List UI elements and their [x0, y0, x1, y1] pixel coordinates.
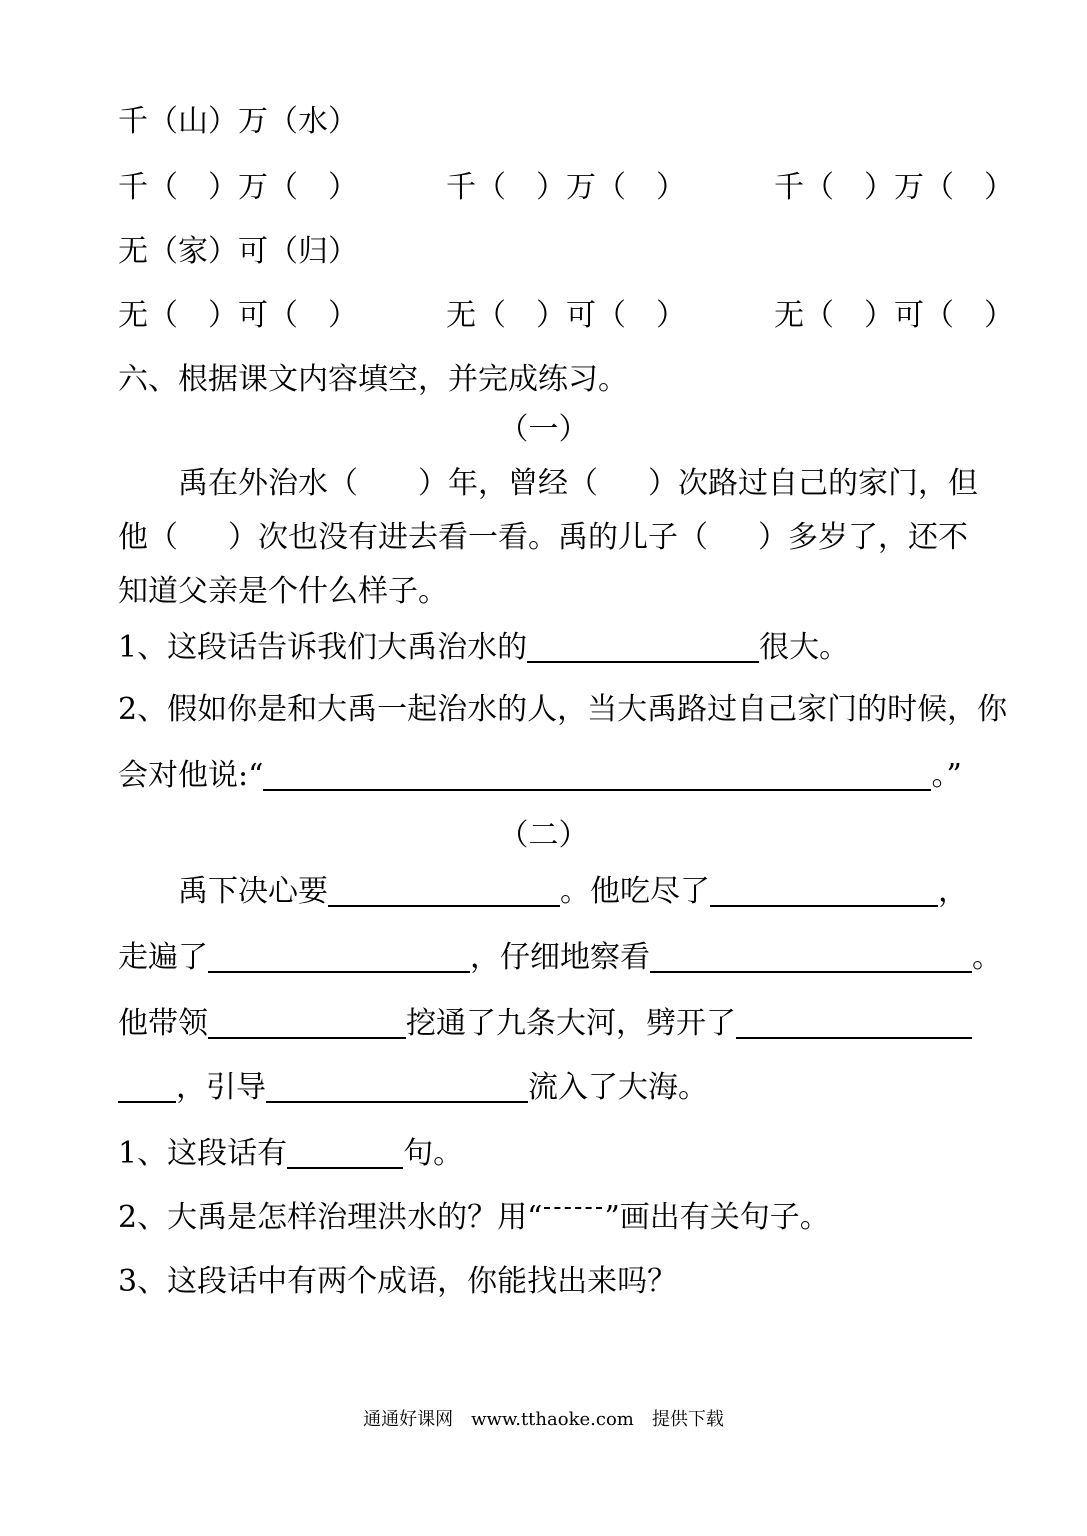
blank-guided[interactable] — [266, 1073, 528, 1103]
part-1-para-line-1: 禹在外治水（ ）年，曾经（ ）次路过自己的家门，但 — [178, 466, 978, 501]
part-2-label: （二） — [498, 818, 589, 853]
section-6-heading: 六、根据课文内容填空，并完成练习。 — [118, 362, 628, 397]
part-1-question-2-answer: 会对他说:“ 。” — [118, 758, 962, 793]
part-1-label: （一） — [498, 412, 589, 447]
blank-determined[interactable] — [328, 877, 560, 907]
part-1-para-line-3: 知道父亲是个什么样子。 — [118, 574, 448, 609]
idiom-blank-1-1[interactable]: 千（ ）万（ ） — [118, 170, 358, 205]
answer-line-q2[interactable] — [263, 761, 931, 791]
part-2-line-3: 他带领 挖通了九条大河，劈开了 — [118, 1006, 972, 1042]
answer-line-q1[interactable] — [527, 633, 759, 663]
part-2-question-3: 3、这段话中有两个成语，你能找出来吗？ — [118, 1264, 678, 1299]
part-1-question-1: 1、这段话告诉我们大禹治水的 很大。 — [118, 630, 850, 665]
idiom-row-2 — [118, 298, 1014, 334]
part-2-line-4: ，引导 流入了大海。 — [118, 1070, 708, 1106]
idiom-row-1 — [118, 170, 1014, 206]
part-2-line-1: 禹下决心要 。他吃尽了 ， — [178, 874, 968, 909]
part-1-question-2: 2、假如你是和大禹一起治水的人，当大禹路过自己家门的时候，你 — [118, 692, 1008, 727]
blank-inspected[interactable] — [650, 943, 972, 973]
part-2-question-1: 1、这段话有 句。 — [118, 1136, 464, 1171]
idiom-blank-2-1[interactable]: 无（ ）可（ ） — [118, 298, 358, 333]
idiom-example-1: 千（山）万（水） — [118, 104, 358, 139]
idiom-blank-1-2[interactable]: 千（ ）万（ ） — [446, 170, 686, 205]
blank-split-open-cont[interactable] — [118, 1073, 176, 1103]
wavy-line-sample — [544, 1207, 602, 1209]
idiom-example-2: 无（家）可（归） — [118, 234, 358, 269]
blank-split-open[interactable] — [736, 1009, 972, 1039]
part-2-question-2: 2、大禹是怎样治理洪水的？用“ ”画出有关句子。 — [118, 1200, 830, 1235]
part-2-line-2: 走遍了 ，仔细地察看 。 — [118, 940, 1002, 975]
idiom-blank-2-3[interactable]: 无（ ）可（ ） — [774, 298, 1014, 333]
blank-led[interactable] — [208, 1009, 406, 1039]
answer-line-sentence-count[interactable] — [287, 1139, 403, 1169]
blank-travelled[interactable] — [208, 943, 470, 973]
idiom-blank-2-2[interactable]: 无（ ）可（ ） — [446, 298, 686, 333]
blank-hardship[interactable] — [710, 877, 938, 907]
part-1-para-line-2: 他（ ）次也没有进去看一看。禹的儿子（ ）多岁了，还不 — [118, 520, 968, 555]
page-footer: 通通好课网 www.tthaoke.com 提供下载 — [363, 1409, 724, 1430]
idiom-blank-1-3[interactable]: 千（ ）万（ ） — [774, 170, 1014, 205]
